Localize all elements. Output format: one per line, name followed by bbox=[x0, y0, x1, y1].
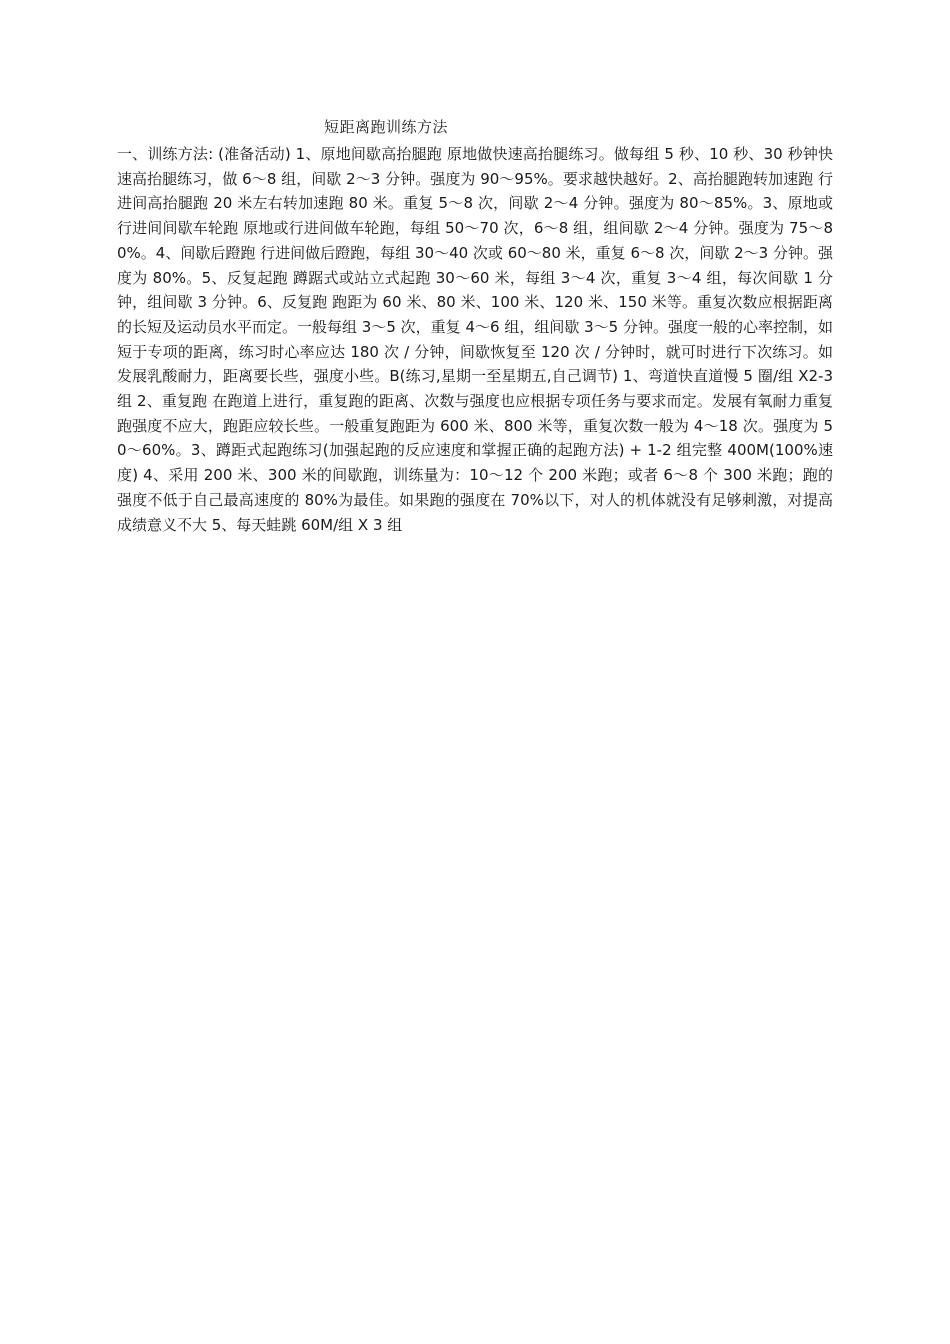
document-body-paragraph: 一、训练方法: (准备活动) 1、原地间歇高抬腿跑 原地做快速高抬腿练习。做每组 5 秒、10 秒、30 秒钟快速高抬腿练习，做 6～8 组，间歇 2～3 分钟。强度为 90～95%。要求越快越好。2、高抬腿跑转加速跑 行进间高抬腿跑 20 米左右转加速跑 80 米。重复 5～8 次，间歇 2～4 分钟。强度为 80～85%。3、原地或行进间间歇车轮跑 原地或行进间做车轮跑，每组 50～70 次，6～8 组，组间歇 2～4 分钟。强度为 75～80%。4、间歇后蹬跑 行进间做后蹬跑，每组 30～40 次或 60～80 米，重复 6～8 次，间歇 2～3 分钟。强度为 80%。5、反复起跑 蹲踞式或站立式起跑 30～60 米，每组 3～4 次，重复 3～4 组，每次间歇 1 分钟，组间歇 3 分钟。6、反复跑 跑距为 60 米、80 米、100 米、120 米、150 米等。重复次数应根据距离的长短及运动员水平而定。一般每组 3～5 次，重复 4～6 组，组间歇 3～5 分钟。强度一般的心率控制，如短于专项的距离，练习时心率应达 180 次 / 分钟，间歇恢复至 120 次 / 分钟时，就可时进行下次练习。如发展乳酸耐力，距离要长些，强度小些。B(练习,星期一至星期五,自己调节) 1、弯道快直道慢 5 圈/组 X2-3 组 2、重复跑 在跑道上进行，重复跑的距离、次数与强度也应根据专项任务与要求而定。发展有氧耐力重复跑强度不应大，跑距应较长些。一般重复跑距为 600 米、800 米等，重复次数一般为 4～18 次。强度为 50～60%。3、蹲距式起跑练习(加强起跑的反应速度和掌握正确的起跑方法) + 1-2 组完整 400M(100%速度) 4、采用 200 米、300 米的间歇跑，训练量为：10～12 个 200 米跑；或者 6～8 个 300 米跑；跑的强度不低于自己最高速度的 80%为最佳。如果跑的强度在 70%以下，对人的机体就没有足够刺激，对提高成绩意义不大 5、每天蛙跳 60M/组 X 3 组 bbox=[117, 145, 833, 534]
document-title: 短距离跑训练方法 bbox=[323, 118, 448, 136]
